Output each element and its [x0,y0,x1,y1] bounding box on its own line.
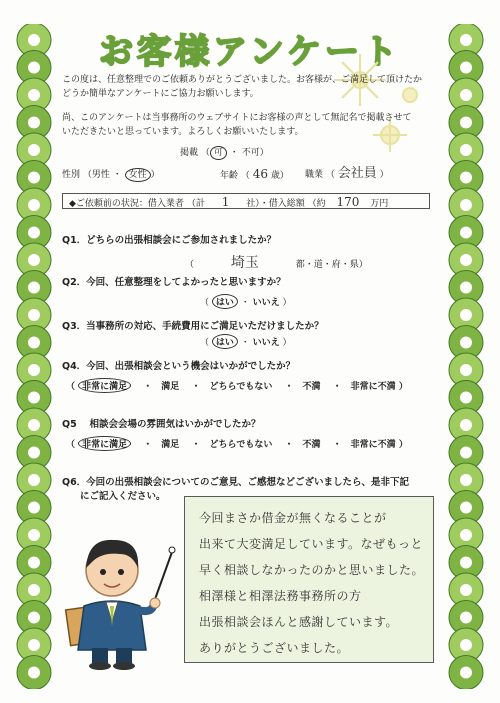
question-1: Q1．どちらの出張相談会にご参加されましたか？ [62,235,277,246]
age-unit: 歳） [270,171,289,181]
amount-value[interactable]: 170 [336,195,360,209]
amount-unit: 万円 [370,199,389,209]
question-4-option-5[interactable]: 非常に不満 [350,382,396,392]
question-4: Q4．今回、出張相談会という機会はいかがでしたか？ [62,361,296,372]
question-1-suffix: 都・道・府・県） [295,260,368,270]
border-circle-center [28,254,40,266]
question-1-answer: （ 埼玉 都・道・府・県） [185,255,368,271]
border-circle-center [460,364,472,376]
flower-decoration-icon [320,40,440,160]
border-circle-center [460,392,472,404]
border-circle-center [460,254,472,266]
comment-line-2: 出来て大変満足しています。なぜもっと [199,537,424,551]
lenders-prefix: （計 [186,199,205,209]
publish-label: 掲載 [180,148,199,158]
intro-line-1: この度は、任意整理でのご依頼ありがとうございました。お客様が、ご満足して頂けたか [62,75,423,85]
question-4-option-3[interactable]: どちらでもない [209,382,273,392]
intro-line-2: どうか簡単なアンケートにご協力お願いします。 [62,89,259,99]
question-6-line-2: にご記入ください。 [80,491,166,502]
border-circle-center [28,612,40,624]
border-circle-center [28,502,40,514]
border-circle-center [460,172,472,184]
border-circle-center [28,172,40,184]
border-circle-center [460,557,472,569]
question-3: Q3．当事務所の対応、手続費用にご満足いただけましたか？ [62,321,324,332]
question-5-option-4[interactable]: 不満 [302,440,321,450]
border-circle-center [28,557,40,569]
status-label: ◆ご依頼前の状況：借入業者 [69,199,184,209]
border-circle-center [28,639,40,651]
border-circle-center [28,144,40,156]
publish-row [180,146,269,160]
border-circle-center [460,309,472,321]
job-label: 職業 [305,170,324,180]
border-circle-center [460,117,472,129]
border-circle-center [28,447,40,459]
question-4-option-2[interactable]: 満足 [161,382,180,392]
question-5-option-2[interactable]: 満足 [161,440,180,450]
question-1-prefecture[interactable]: 埼玉 [230,255,259,271]
border-circle-center [28,392,40,404]
amount-prefix: （約 [307,199,326,209]
question-4-option-4[interactable]: 不満 [302,382,321,392]
border-circle-center [28,62,40,74]
border-circle-center [28,309,40,321]
age-label: 年齢 [220,171,239,181]
question-2-yes[interactable]: はい [212,294,238,309]
gender-female[interactable]: 女性 [125,168,151,182]
border-circle-center [460,419,472,431]
age-row: 年齢 （ 46 歳） [220,167,289,181]
comment-line-6: ありがとうございました。 [199,641,350,655]
publish-close: ） [259,148,269,158]
border-circle-center [460,227,472,239]
question-5-option-1[interactable]: 非常に満足 [78,436,131,451]
border-circle-center [28,227,40,239]
border-circle-center [28,419,40,431]
question-2-answer: （ はい ・ いいえ ） [200,294,292,309]
lawyer-illustration-icon [62,510,182,670]
border-circle-center [28,667,40,679]
question-5: Q5 相談会会場の雰囲気はいかがでしたか？ [62,419,261,430]
job-value[interactable]: 会社員 [337,166,377,181]
comment-box[interactable] [184,496,434,663]
border-circle-center [460,144,472,156]
comment-line-3: 早く相談しなかったのかと思いました。 [199,563,425,577]
border-circle-center [28,282,40,294]
publish-yes[interactable]: 可 [210,146,227,160]
border-circle-center [460,612,472,624]
border-circle-center [460,502,472,514]
border-circle-center [460,89,472,101]
lenders-value[interactable]: 1 [221,195,230,209]
question-2: Q2．今回、任意整理をしてよかったと思いますか？ [62,277,286,288]
border-circle-center [460,337,472,349]
border-circle-center [460,34,472,46]
border-circle-center [28,474,40,486]
border-circle-center [28,117,40,129]
notice-line-1: 尚、このアンケートは当事務所のウェブサイトにお客様の声として無記名で掲載させて [62,113,412,123]
question-4-options: （ 非常に満足 ・ 満足 ・ どちらでもない ・ 不満 ・ 非常に不満 ） [66,378,408,393]
question-4-option-1[interactable]: 非常に満足 [78,378,131,393]
border-circle-center [28,199,40,211]
page-title-text: お客様アンケート [99,32,401,72]
border-circle-center [460,667,472,679]
notice-line-2: いただきたいと思っています。よろしくお願いいたします。 [62,127,304,137]
question-2-no[interactable]: いいえ [252,298,280,308]
border-circle-center [28,34,40,46]
border-circle-center [460,529,472,541]
gender-male[interactable]: 男性 [91,170,110,180]
question-5-option-5[interactable]: 非常に不満 [350,440,396,450]
lenders-suffix: 社）・借入総額 [246,199,305,209]
age-value[interactable]: 46 [252,167,269,181]
gender-label: 性別 [62,170,81,180]
border-circle-center [28,584,40,596]
job-row: 職業 （ 会社員 ） [305,166,389,181]
question-6: Q6．今回の出張相談会についてのご意見、ご感想などございましたら、是非下記 [62,477,409,488]
question-5-options: （ 非常に満足 ・ 満足 ・ どちらでもない ・ 不満 ・ 非常に不満 ） [66,436,408,451]
border-circle-center [28,337,40,349]
border-circle-center [460,447,472,459]
border-circle-center [460,474,472,486]
question-5-option-3[interactable]: どちらでもない [209,440,273,450]
comment-line-1: 今回まさか借金が無くなることが [199,511,387,525]
border-circle-center [460,62,472,74]
publish-sep: ・ [229,148,239,158]
question-3-no[interactable]: いいえ [252,338,280,348]
publish-no[interactable]: 不可 [241,148,260,158]
question-3-answer: （ はい ・ いいえ ） [200,334,292,349]
publish-open: （ [200,148,210,158]
question-3-yes[interactable]: はい [212,334,238,349]
profile-row: 性別 （男性 ・ 女性 ） [62,170,160,180]
left-border-pattern-icon [14,24,54,689]
status-box [62,193,430,209]
border-circle-center [460,639,472,651]
border-circle-center [28,89,40,101]
border-circle-center [460,282,472,294]
border-circle-center [28,529,40,541]
border-circle-center [460,199,472,211]
right-border-pattern-icon [446,24,486,689]
border-circle-center [460,584,472,596]
comment-line-5: 出張相談会ほんと感謝しています。 [199,615,399,629]
comment-line-4: 相澤様と相澤法務事務所の方 [199,589,362,603]
border-circle-center [28,364,40,376]
